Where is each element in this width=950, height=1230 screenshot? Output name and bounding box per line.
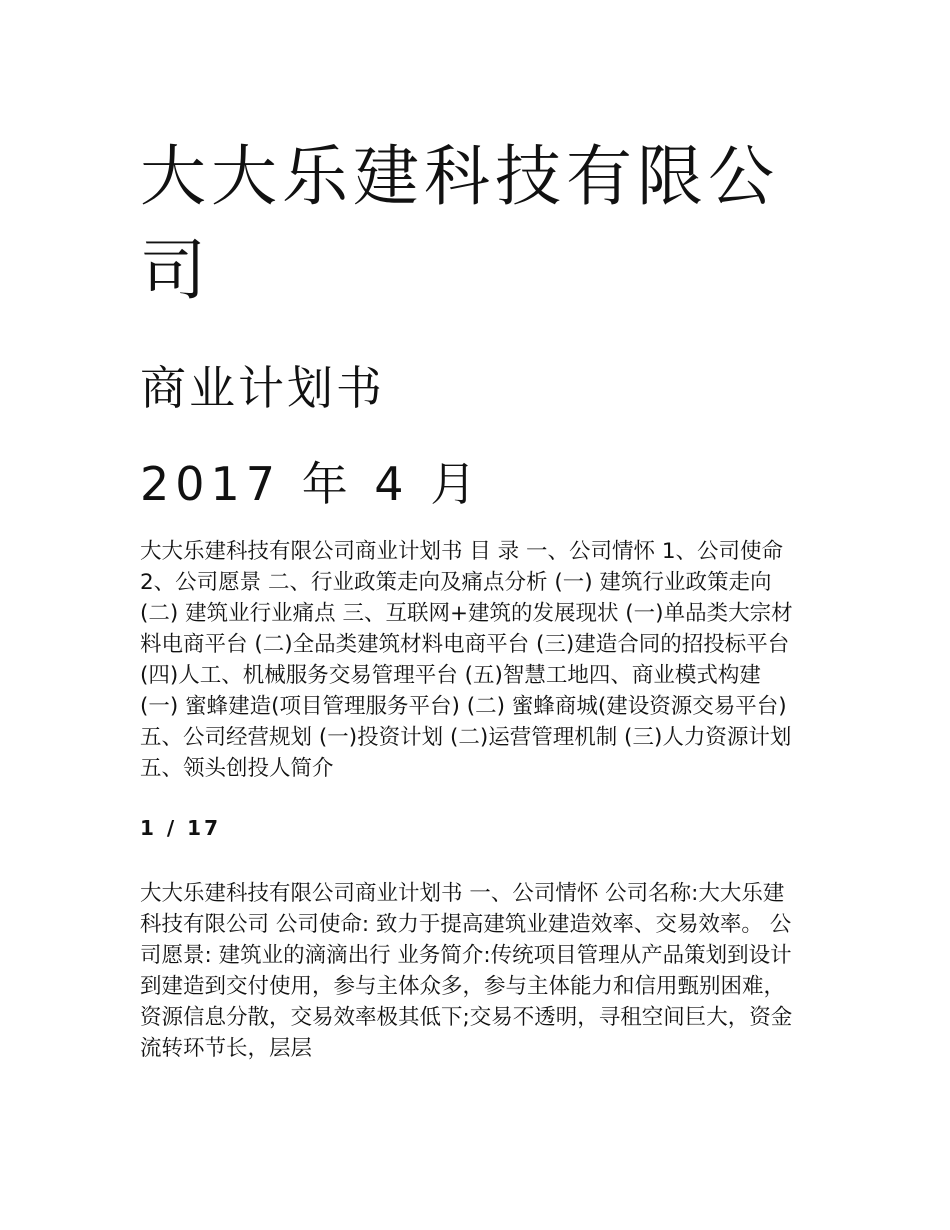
- document-page: [140, 130, 820, 1064]
- section-one-paragraph: 大大乐建科技有限公司商业计划书 一、公司情怀 公司名称:大大乐建科技有限公司 公司使命: 致力于提高建筑业建造效率、交易效率。 公司愿景: 建筑业的滴滴出行 业务简介:传统项目管理从产品策划到设计到建造到交付使用，参与主体众多，参与主体能力和信用甄别困难，资源信息分散，交易效率极其低下;交易不透明，寻租空间巨大，资金流转环节长，层层: [140, 881, 793, 1061]
- document-subtitle: 商业计划书: [140, 361, 385, 415]
- table-of-contents-paragraph: 大大乐建科技有限公司商业计划书 目 录 一、公司情怀 1、公司使命 2、公司愿景 二、行业政策走向及痛点分析 (一) 建筑行业政策走向 (二) 建筑业行业痛点 三、互联网+建筑的发展现状 (一)单品类大宗材料电商平台 (二)全品类建筑材料电商平台 (三)建造合同的招投标平台 (四)人工、机械服务交易管理平台 (五)智慧工地四、商业模式构建 (一) 蜜蜂建造(项目管理服务平台) (二) 蜜蜂商城(建设资源交易平台) 五、公司经营规划 (一)投资计划 (二)运营管理机制 (三)人力资源计划 五、领头创投人简介: [140, 539, 793, 781]
- document-date: 2017 年 4 月: [140, 457, 483, 511]
- page-number: 1 / 17: [140, 816, 221, 840]
- company-name-title: 大大乐建科技有限公司: [140, 138, 779, 309]
